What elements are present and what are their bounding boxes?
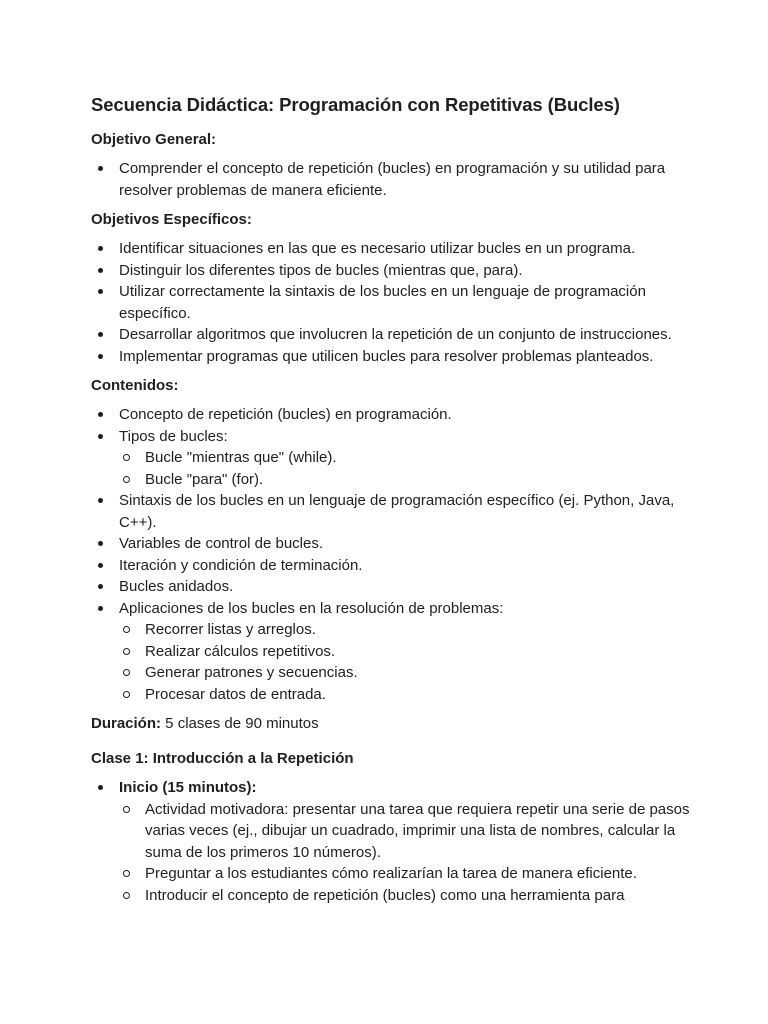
duration-line <box>91 713 691 734</box>
list-item <box>91 404 691 426</box>
list-item <box>91 238 691 260</box>
sub-list-item-text: Bucle "mientras que" (while). <box>145 449 337 466</box>
sub-list-item <box>119 799 691 864</box>
sub-list-item <box>119 662 691 684</box>
list-item-text: Distinguir los diferentes tipos de bucles (mientras que, para). <box>119 261 523 279</box>
sub-list-item-text: Actividad motivadora: presentar una tarea que requiera repetir una serie de pasos varias veces (ej., dibujar un cuadrado, imprimir una lista de nombres, calcular la suma de los primeros 10 números). <box>145 800 690 861</box>
sub-list-item-text: Preguntar a los estudiantes cómo realizarían la tarea de manera eficiente. <box>145 865 637 882</box>
list-item-text: Comprender el concepto de repetición (bucles) en programación y su utilidad para resolver problemas de manera eficiente. <box>119 160 666 199</box>
bullet-icon <box>98 332 103 337</box>
list-item-text: Utilizar correctamente la sintaxis de los bucles en un lenguaje de programación específico. <box>119 283 646 322</box>
circle-bullet-icon <box>123 648 130 655</box>
list-item-text: Identificar situaciones en las que es necesario utilizar bucles en un programa. <box>119 240 636 257</box>
bullet-icon <box>98 354 103 359</box>
sub-list-item <box>119 684 691 706</box>
circle-bullet-icon <box>123 669 130 676</box>
clase-1-heading: Clase 1: Introducción a la Repetición <box>91 750 354 767</box>
bullet-icon <box>98 785 103 790</box>
sub-list-item <box>119 641 691 663</box>
sub-list-item-text: Procesar datos de entrada. <box>145 685 326 703</box>
list-item-text: Inicio (15 minutos): <box>119 779 257 796</box>
sub-list-item <box>119 863 691 885</box>
circle-bullet-icon <box>123 870 130 877</box>
objetivos-especificos-heading: Objetivos Específicos: <box>91 211 252 228</box>
sub-list-item <box>119 447 691 469</box>
bullet-icon <box>98 541 103 546</box>
document-title: Secuencia Didáctica: Programación con Repetitivas (Bucles) <box>91 94 620 115</box>
document-page <box>91 93 691 914</box>
contenidos-list <box>91 404 691 705</box>
bullet-icon <box>98 166 103 171</box>
list-item <box>91 426 691 491</box>
list-item <box>91 158 691 201</box>
bullet-icon <box>98 268 103 273</box>
list-item <box>91 260 691 282</box>
bullet-icon <box>98 246 103 251</box>
circle-bullet-icon <box>123 892 130 899</box>
list-item <box>91 346 691 368</box>
objetivo-general-list <box>91 158 691 201</box>
contenidos-heading: Contenidos: <box>91 377 179 394</box>
objetivos-especificos-list <box>91 238 691 367</box>
sub-list-item-text: Realizar cálculos repetitivos. <box>145 642 336 660</box>
sub-list-item-text: Introducir el concepto de repetición (bucles) como una herramienta para <box>145 886 625 904</box>
list-item-text: Iteración y condición de terminación. <box>119 556 363 574</box>
sub-list-item <box>119 469 691 491</box>
duration-value: 5 clases de 90 minutos <box>161 715 319 732</box>
list-item-text: Concepto de repetición (bucles) en programación. <box>119 406 452 423</box>
bullet-icon <box>98 412 103 417</box>
sub-list-item <box>119 619 691 641</box>
list-item <box>91 777 691 906</box>
list-item <box>91 324 691 346</box>
list-item-text: Bucles anidados. <box>119 578 234 595</box>
list-item-text: Sintaxis de los bucles en un lenguaje de programación específico (ej. Python, Java, C++). <box>119 492 675 531</box>
circle-bullet-icon <box>123 626 130 633</box>
sub-list <box>119 447 691 490</box>
bullet-icon <box>98 498 103 503</box>
bullet-icon <box>98 289 103 294</box>
list-item <box>91 490 691 533</box>
list-item <box>91 598 691 706</box>
sub-list-item-text: Recorrer listas y arreglos. <box>145 621 316 638</box>
circle-bullet-icon <box>123 454 130 461</box>
list-item-text: Tipos de bucles: <box>119 427 228 445</box>
circle-bullet-icon <box>123 691 130 698</box>
list-item-text: Aplicaciones de los bucles en la resolución de problemas: <box>119 599 504 617</box>
list-item <box>91 576 691 598</box>
bullet-icon <box>98 606 103 611</box>
bullet-icon <box>98 563 103 568</box>
list-item-text: Desarrollar algoritmos que involucren la repetición de un conjunto de instrucciones. <box>119 326 672 343</box>
list-item <box>91 555 691 577</box>
objetivo-general-heading: Objetivo General: <box>91 131 217 148</box>
clase-1-list <box>91 777 691 906</box>
bullet-icon <box>98 434 103 439</box>
circle-bullet-icon <box>123 476 130 483</box>
bullet-icon <box>98 584 103 589</box>
sub-list-item-text: Generar patrones y secuencias. <box>145 664 358 681</box>
sub-list-item-text: Bucle "para" (for). <box>145 470 264 488</box>
list-item-text: Implementar programas que utilicen bucles para resolver problemas planteados. <box>119 347 654 365</box>
circle-bullet-icon <box>123 806 130 813</box>
list-item <box>91 533 691 555</box>
sub-list <box>119 799 691 907</box>
duration-label: Duración: <box>91 715 162 732</box>
sub-list-item <box>119 885 691 907</box>
list-item-text: Variables de control de bucles. <box>119 535 324 552</box>
list-item <box>91 281 691 324</box>
sub-list <box>119 619 691 705</box>
